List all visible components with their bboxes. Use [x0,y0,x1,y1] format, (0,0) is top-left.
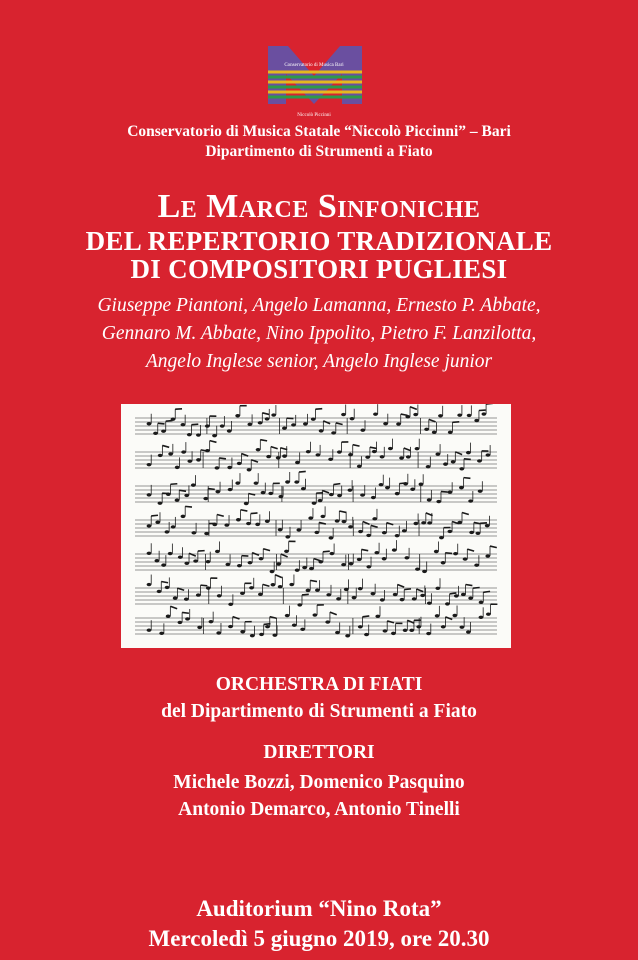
institution-name: Conservatorio di Musica Statale “Niccolò Piccinni” – Bari [127,123,511,140]
event-date: Mercoledì 5 giugno 2019, ore 20.30 [148,926,490,951]
composers-list [0,292,638,376]
staff [135,471,497,505]
venue: Auditorium “Nino Rota” [196,896,442,921]
conductors-heading: DIRETTORI [263,742,375,763]
department-name: Dipartimento di Strumenti a Fiato [205,143,433,160]
staff [135,540,497,573]
sheet-music-drawing [121,404,511,648]
conductors-names-1: Michele Bozzi, Domenico Pasquino [173,772,465,793]
orchestra-subtitle: del Dipartimento di Strumenti a Fiato [161,701,477,722]
logo-text-2: Niccolò Piccinni [297,113,331,118]
composers-line: Gennaro M. Abbate, Nino Ippolito, Pietro F. Lanzilotta, [101,323,537,344]
staff [135,604,497,637]
staff [135,404,497,437]
staff [135,506,497,539]
conductors-names-2: Antonio Demarco, Antonio Tinelli [178,799,460,820]
title-line-1: Le Marce Sinfoniche [157,188,481,225]
composers-line: Angelo Inglese senior, Angelo Inglese junior [145,351,493,372]
institution-header [0,122,638,162]
sheet-music-image [121,404,511,648]
logo-text-1: Conservatorio di Musica Bari [284,63,344,68]
conservatory-logo [258,42,370,118]
composers-line: Giuseppe Piantoni, Angelo Lamanna, Ernesto P. Abbate, [97,295,541,316]
staff [135,439,497,472]
title-line-3: DI COMPOSITORI PUGLIESI [130,254,508,284]
title-line-2: DEL REPERTORIO TRADIZIONALE [85,226,553,256]
staff [135,575,497,607]
orchestra-name: ORCHESTRA DI FIATI [215,674,423,695]
